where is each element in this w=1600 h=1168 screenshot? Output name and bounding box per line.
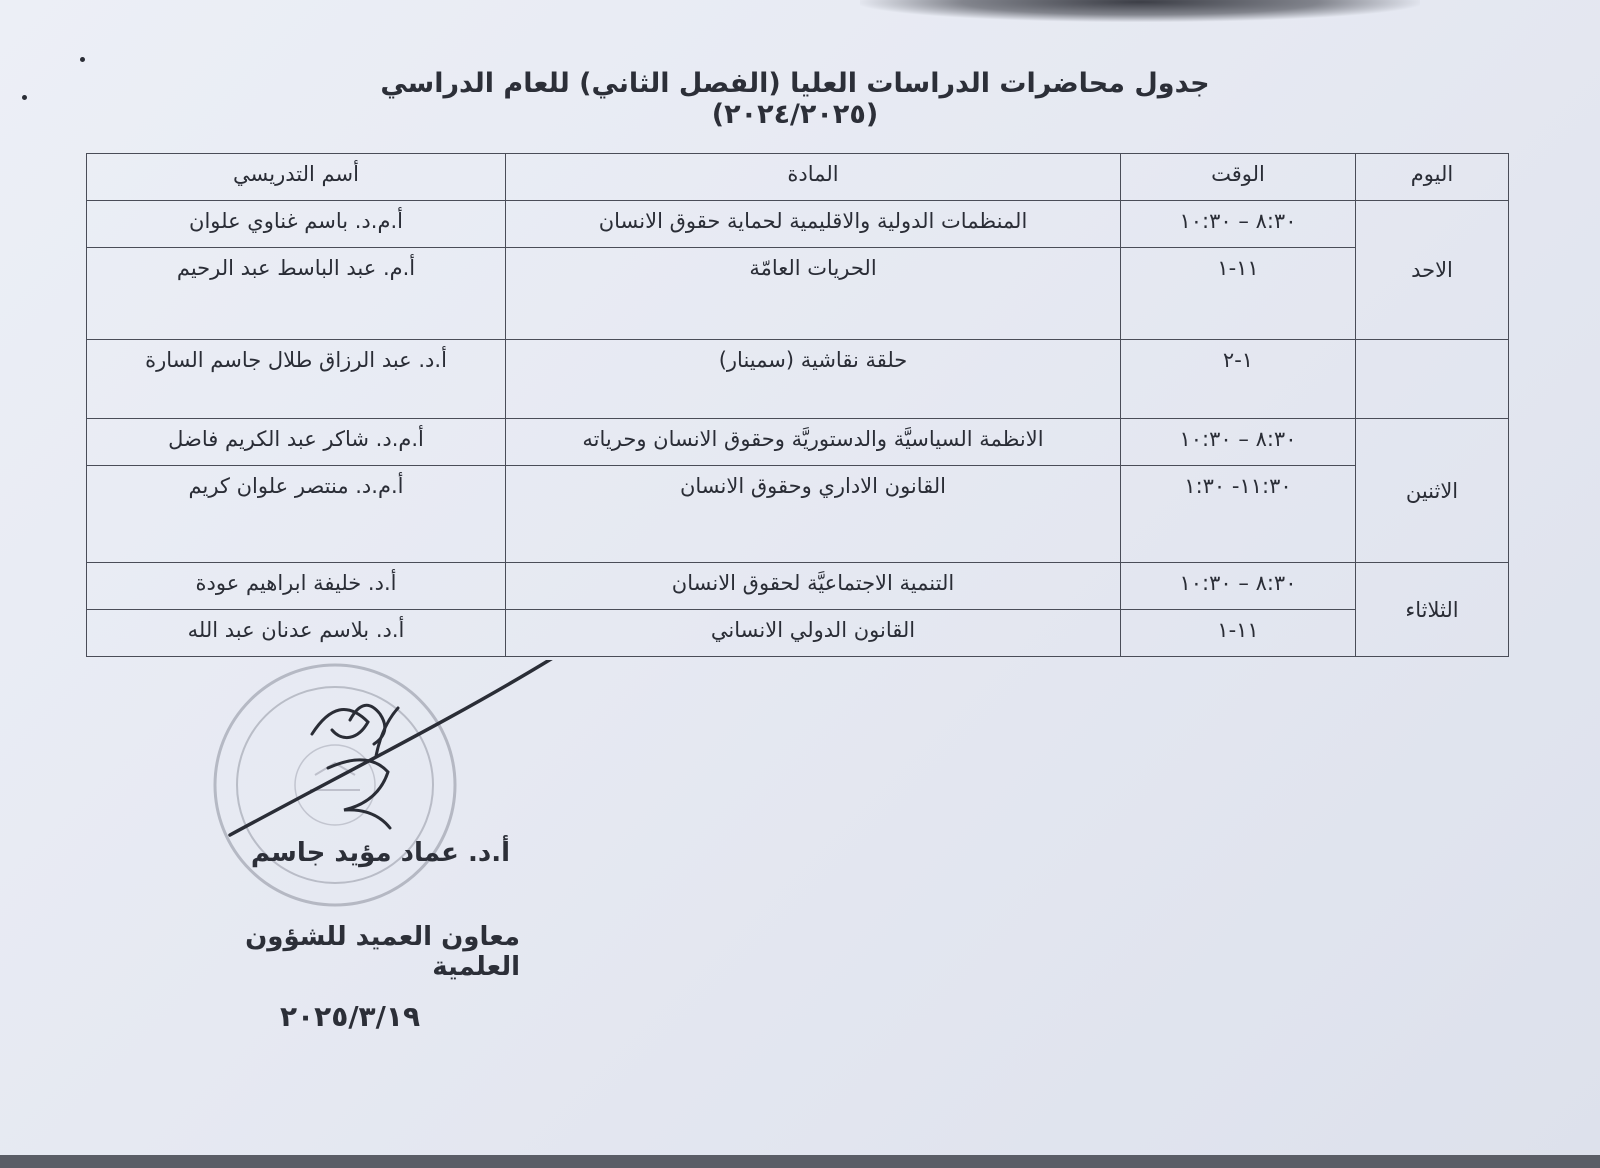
table-row	[87, 466, 1509, 563]
time-cell: ١١-١	[1121, 248, 1356, 340]
subject-cell: المنظمات الدولية والاقليمية لحماية حقوق الانسان	[506, 201, 1121, 248]
page-title: جدول محاضرات الدراسات العليا (الفصل الثاني) للعام الدراسي (٢٠٢٤/٢٠٢٥)	[380, 68, 1210, 130]
subject-cell: حلقة نقاشية (سمينار)	[506, 340, 1121, 419]
table-row	[87, 419, 1509, 466]
header-subject: المادة	[506, 154, 1121, 201]
header-instructor: أسم التدريسي	[87, 154, 506, 201]
schedule-table	[86, 153, 1509, 657]
instructor-cell: أ.م.د. باسم غناوي علوان	[87, 201, 506, 248]
day-cell	[1356, 340, 1509, 419]
time-cell: ١١-١	[1121, 610, 1356, 657]
instructor-cell: أ.د. بلاسم عدنان عبد الله	[87, 610, 506, 657]
ink-dot	[80, 57, 85, 62]
table-row	[87, 340, 1509, 419]
instructor-cell: أ.م. عبد الباسط عبد الرحيم	[87, 248, 506, 340]
signer-position: معاون العميد للشؤون العلمية	[245, 922, 520, 982]
instructor-cell: أ.م.د. منتصر علوان كريم	[87, 466, 506, 563]
instructor-cell: أ.د. عبد الرزاق طلال جاسم السارة	[87, 340, 506, 419]
header-time: الوقت	[1121, 154, 1356, 201]
ink-dot	[22, 95, 27, 100]
table-row	[87, 248, 1509, 340]
table-row	[87, 201, 1509, 248]
handwritten-signature	[230, 660, 556, 835]
header-row	[87, 154, 1509, 201]
subject-cell: الحريات العامّة	[506, 248, 1121, 340]
time-cell: ٨:٣٠ – ١٠:٣٠	[1121, 201, 1356, 248]
signer-name: أ.د. عماد مؤيد جاسم	[250, 838, 510, 868]
header-day: اليوم	[1356, 154, 1509, 201]
subject-cell: الانظمة السياسيَّة والدستوريَّة وحقوق الانسان وحرياته	[506, 419, 1121, 466]
time-cell: ١١:٣٠- ١:٣٠	[1121, 466, 1356, 563]
stamp-and-signature	[200, 660, 620, 930]
day-cell: الاثنين	[1356, 419, 1509, 563]
day-cell: الثلاثاء	[1356, 563, 1509, 657]
time-cell: ٨:٣٠ – ١٠:٣٠	[1121, 419, 1356, 466]
instructor-cell: أ.م.د. شاكر عبد الكريم فاضل	[87, 419, 506, 466]
subject-cell: القانون الدولي الانساني	[506, 610, 1121, 657]
subject-cell: التنمية الاجتماعيَّة لحقوق الانسان	[506, 563, 1121, 610]
subject-cell: القانون الاداري وحقوق الانسان	[506, 466, 1121, 563]
signature-date: ٢٠٢٥/٣/١٩	[279, 1000, 421, 1033]
instructor-cell: أ.د. خليفة ابراهيم عودة	[87, 563, 506, 610]
table-row	[87, 610, 1509, 657]
day-cell: الاحد	[1356, 201, 1509, 340]
official-stamp	[215, 665, 455, 905]
table-row	[87, 563, 1509, 610]
time-cell: ١-٢	[1121, 340, 1356, 419]
time-cell: ٨:٣٠ – ١٠:٣٠	[1121, 563, 1356, 610]
top-shadow	[860, 0, 1420, 22]
